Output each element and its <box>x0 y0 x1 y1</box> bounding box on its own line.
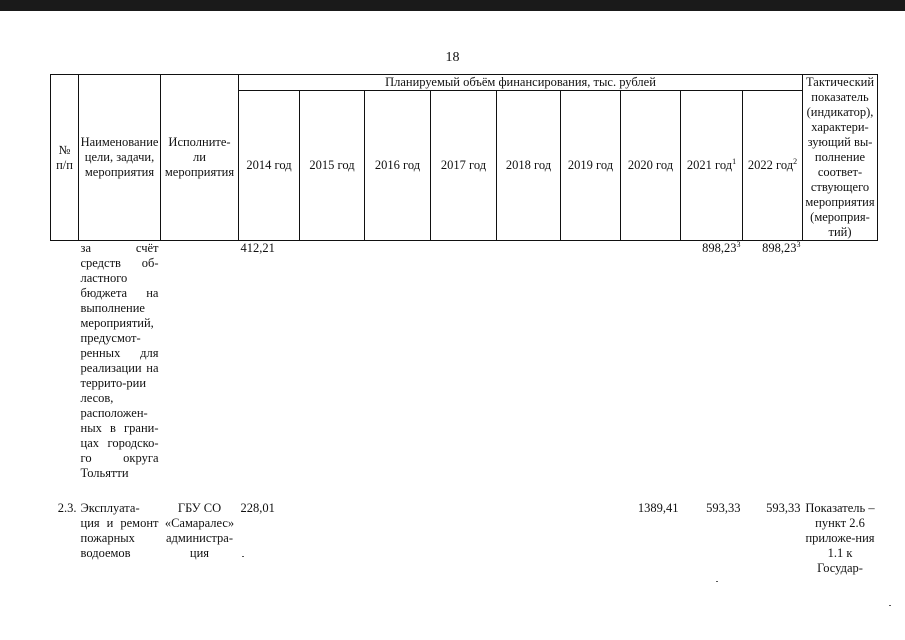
cell-2015 <box>300 501 365 576</box>
row-indicator <box>803 241 878 501</box>
cell-2017 <box>431 241 497 501</box>
cell-2021: 593,33 <box>706 500 741 515</box>
cell-2019 <box>561 501 621 576</box>
header-financing: Планируемый объём финансирования, тыс. рублей <box>239 75 803 91</box>
cell-2022: 593,33 <box>766 500 801 515</box>
cell-2020 <box>621 241 681 501</box>
header-year-2015: 2015 год <box>300 91 365 241</box>
header-year-2019: 2019 год <box>561 91 621 241</box>
row-name: Эксплуата-ция и ремонт пожарных водоемов <box>80 500 159 560</box>
table-row <box>51 241 878 501</box>
row-indicator: Показатель – пункт 2.6 приложе-ния 1.1 к Государ- <box>805 500 875 575</box>
cell-2020: 1389,41 <box>637 500 679 515</box>
header-year-2017: 2017 год <box>431 91 497 241</box>
cell-2017 <box>431 501 497 576</box>
cell-2016 <box>365 241 431 501</box>
scan-top-border <box>0 0 905 11</box>
cell-2019 <box>561 241 621 501</box>
page-number: 18 <box>445 50 460 65</box>
cell-2015 <box>300 241 365 501</box>
cell-2014: 228,01 <box>240 500 275 515</box>
row-name: за счёт средств об-ластного бюджета на выполнение мероприятий, предусмот-ренных для реализации на террито-рии лесов, расположен-ных в грани-цах городско-го округа Тольятти <box>80 241 159 480</box>
cell-2016 <box>365 501 431 576</box>
cell-2018 <box>497 501 561 576</box>
cell-2021: 898,23$^3$ <box>702 239 741 255</box>
header-indicator: Тактический показатель (индикатор), характери-зующий вы-полнение соответ-ствующего мероприятия (мероприя-тий) <box>803 75 878 241</box>
header-num: № п/п <box>51 75 79 241</box>
cell-2022: 898,23$^3$ <box>762 239 801 255</box>
row-number: 2.3. <box>57 500 77 515</box>
scan-speck <box>889 605 891 606</box>
row-executor: ГБУ СО «Самаралес» администра-ция <box>164 500 235 560</box>
row-executor <box>161 241 239 501</box>
scan-speck <box>242 556 244 557</box>
header-year-2021: 2021 год$^1$ <box>681 91 743 241</box>
financing-table <box>50 74 878 576</box>
table-row <box>51 501 878 576</box>
row-number <box>51 241 79 501</box>
cell-2018 <box>497 241 561 501</box>
header-year-2014: 2014 год <box>239 91 300 241</box>
cell-2014: 412,21 <box>240 241 275 255</box>
header-year-2022: 2022 год$^2$ <box>743 91 803 241</box>
header-year-2020: 2020 год <box>621 91 681 241</box>
header-executor: Исполните-ли мероприятия <box>161 75 239 241</box>
header-year-2016: 2016 год <box>365 91 431 241</box>
scan-speck <box>716 581 718 582</box>
header-year-2018: 2018 год <box>497 91 561 241</box>
header-name: Наименование цели, задачи, мероприятия <box>79 75 161 241</box>
